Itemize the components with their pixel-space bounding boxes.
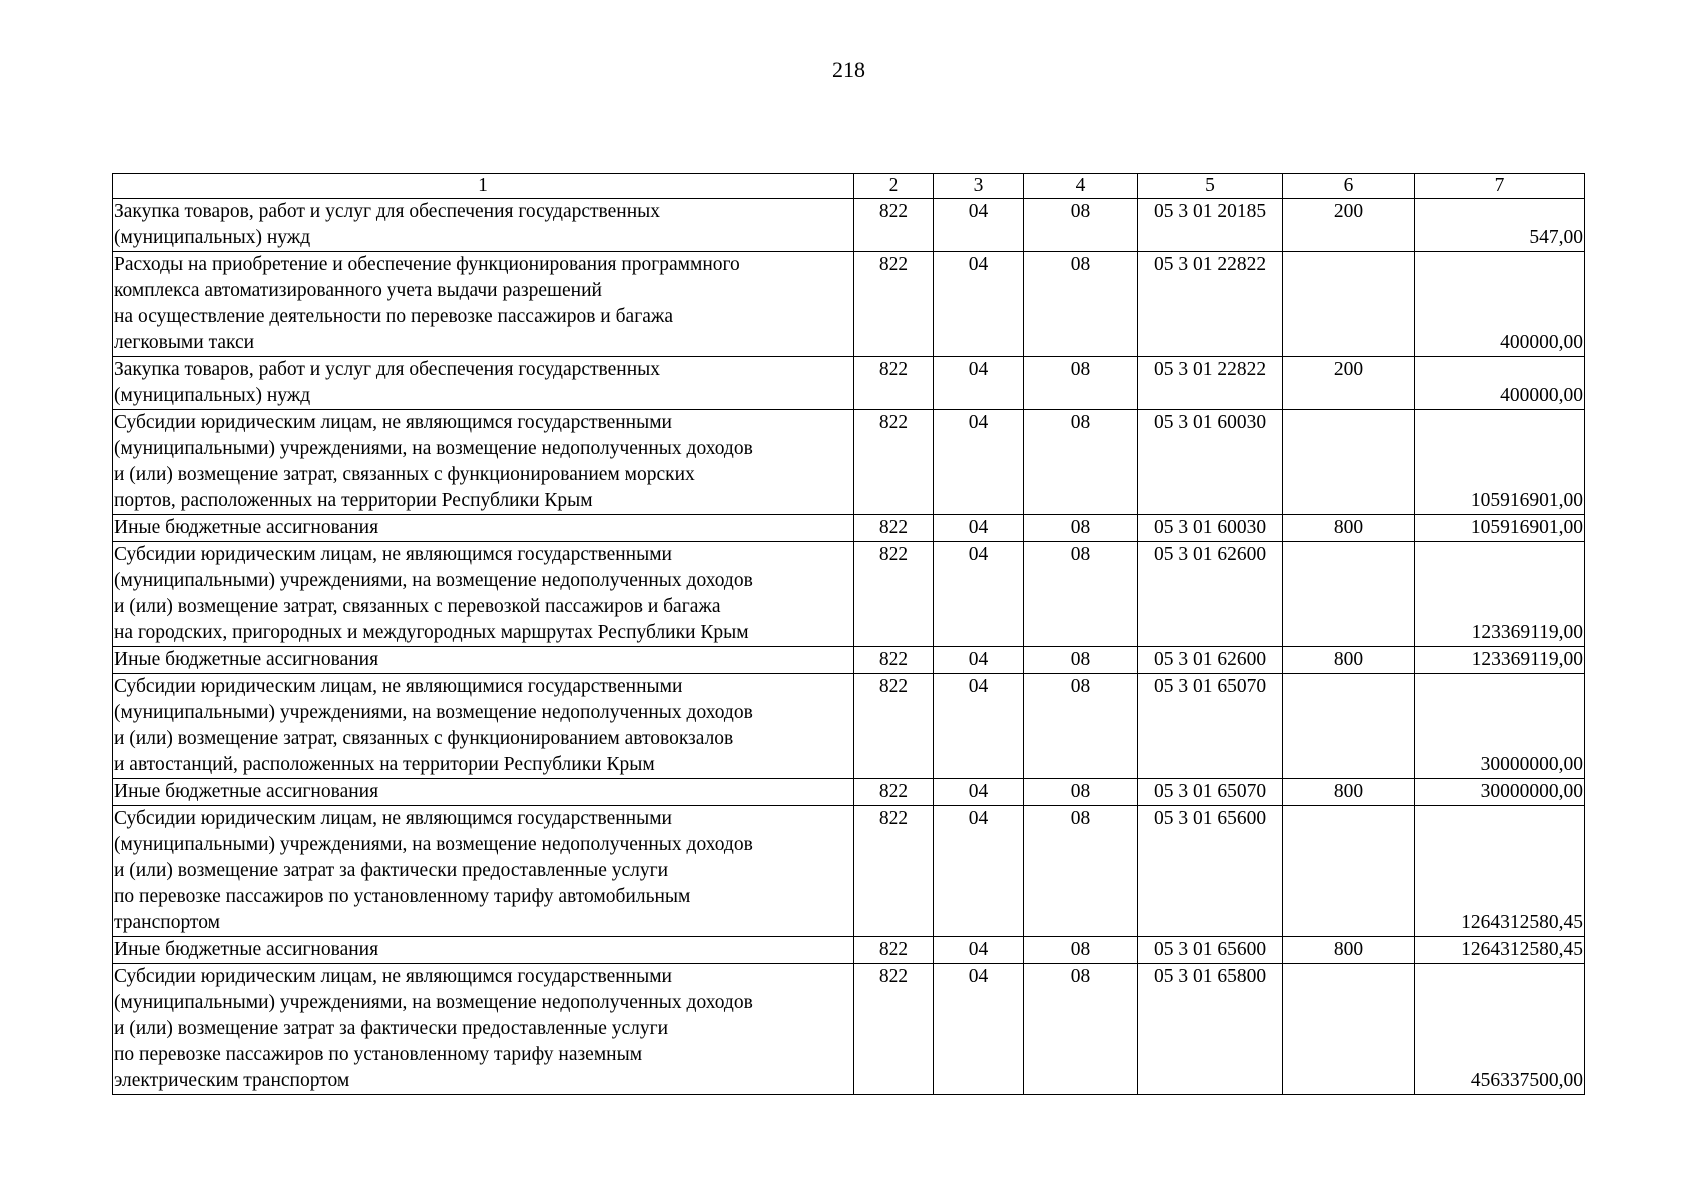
- code-cell: 04: [934, 199, 1024, 252]
- code-cell: 05 3 01 65600: [1138, 937, 1283, 964]
- amount-cell: 105916901,00: [1415, 515, 1585, 542]
- table-row: [113, 806, 1585, 937]
- expense-name-cell: Закупка товаров, работ и услуг для обеспечения государственных (муниципальных) нужд: [113, 199, 854, 252]
- code-cell: 05 3 01 60030: [1138, 410, 1283, 515]
- code-cell: 822: [854, 674, 934, 779]
- code-cell: 04: [934, 779, 1024, 806]
- code-cell: 04: [934, 357, 1024, 410]
- code-cell: 08: [1024, 674, 1138, 779]
- code-cell: 04: [934, 806, 1024, 937]
- column-header: 2: [854, 174, 934, 199]
- code-cell: 822: [854, 542, 934, 647]
- budget-table: [112, 173, 1585, 1095]
- code-cell: 08: [1024, 199, 1138, 252]
- code-cell: 05 3 01 22822: [1138, 357, 1283, 410]
- table-row: [113, 542, 1585, 647]
- amount-cell: 123369119,00: [1415, 542, 1585, 647]
- code-cell: 05 3 01 22822: [1138, 252, 1283, 357]
- code-cell: 04: [934, 515, 1024, 542]
- code-cell: 04: [934, 964, 1024, 1095]
- code-cell: 05 3 01 62600: [1138, 647, 1283, 674]
- code-cell: 05 3 01 65800: [1138, 964, 1283, 1095]
- code-cell: 05 3 01 65070: [1138, 674, 1283, 779]
- code-cell: 822: [854, 964, 934, 1095]
- code-cell: 200: [1283, 357, 1415, 410]
- code-cell: 05 3 01 65070: [1138, 779, 1283, 806]
- code-cell: 05 3 01 60030: [1138, 515, 1283, 542]
- code-cell: 822: [854, 357, 934, 410]
- column-header: 5: [1138, 174, 1283, 199]
- page-number: 218: [832, 57, 865, 82]
- code-cell: 822: [854, 252, 934, 357]
- code-cell: 04: [934, 647, 1024, 674]
- code-cell: 04: [934, 542, 1024, 647]
- code-cell: 08: [1024, 357, 1138, 410]
- code-cell: 08: [1024, 542, 1138, 647]
- code-cell: 08: [1024, 515, 1138, 542]
- table-row: [113, 357, 1585, 410]
- code-cell: 822: [854, 647, 934, 674]
- code-cell: 05 3 01 20185: [1138, 199, 1283, 252]
- column-header: 4: [1024, 174, 1138, 199]
- expense-name-cell: Субсидии юридическим лицам, не являющимся государственными (муниципальными) учреждениями, на возмещение недополученных доходов и (или) возмещение затрат, связанных с функционированием морских портов, расположенных на территории Республики Крым: [113, 410, 854, 515]
- table-header-row: [113, 174, 1585, 199]
- column-header: 1: [113, 174, 854, 199]
- expense-name-cell: Субсидии юридическим лицам, не являющимися государственными (муниципальными) учреждениями, на возмещение недополученных доходов и (или) возмещение затрат, связанных с функционированием автовокзалов и автостанций, расположенных на территории Республики Крым: [113, 674, 854, 779]
- code-cell: 08: [1024, 779, 1138, 806]
- code-cell: [1283, 806, 1415, 937]
- code-cell: 04: [934, 410, 1024, 515]
- code-cell: 800: [1283, 937, 1415, 964]
- column-header: 6: [1283, 174, 1415, 199]
- code-cell: 04: [934, 252, 1024, 357]
- amount-cell: 30000000,00: [1415, 674, 1585, 779]
- code-cell: 200: [1283, 199, 1415, 252]
- code-cell: [1283, 674, 1415, 779]
- code-cell: 822: [854, 937, 934, 964]
- code-cell: 08: [1024, 410, 1138, 515]
- code-cell: [1283, 252, 1415, 357]
- column-header: 3: [934, 174, 1024, 199]
- table-row: [113, 410, 1585, 515]
- code-cell: 08: [1024, 647, 1138, 674]
- table-row: [113, 937, 1585, 964]
- amount-cell: 456337500,00: [1415, 964, 1585, 1095]
- code-cell: [1283, 964, 1415, 1095]
- table-row: [113, 515, 1585, 542]
- code-cell: [1283, 410, 1415, 515]
- table-row: [113, 647, 1585, 674]
- code-cell: [1283, 542, 1415, 647]
- code-cell: 05 3 01 65600: [1138, 806, 1283, 937]
- table-row: [113, 964, 1585, 1095]
- code-cell: 800: [1283, 515, 1415, 542]
- code-cell: 05 3 01 62600: [1138, 542, 1283, 647]
- amount-cell: 1264312580,45: [1415, 937, 1585, 964]
- table-row: [113, 199, 1585, 252]
- amount-cell: 400000,00: [1415, 252, 1585, 357]
- amount-cell: 105916901,00: [1415, 410, 1585, 515]
- code-cell: 08: [1024, 937, 1138, 964]
- code-cell: 800: [1283, 647, 1415, 674]
- column-header: 7: [1415, 174, 1585, 199]
- amount-cell: 30000000,00: [1415, 779, 1585, 806]
- code-cell: 04: [934, 674, 1024, 779]
- code-cell: 822: [854, 199, 934, 252]
- expense-name-cell: Иные бюджетные ассигнования: [113, 515, 854, 542]
- code-cell: 822: [854, 515, 934, 542]
- amount-cell: 123369119,00: [1415, 647, 1585, 674]
- table-row: [113, 779, 1585, 806]
- expense-name-cell: Субсидии юридическим лицам, не являющимся государственными (муниципальными) учреждениями, на возмещение недополученных доходов и (или) возмещение затрат за фактически предоставленные услуги по перевозке пассажиров по установленному тарифу наземным электрическим транспортом: [113, 964, 854, 1095]
- expense-name-cell: Субсидии юридическим лицам, не являющимся государственными (муниципальными) учреждениями, на возмещение недополученных доходов и (или) возмещение затрат за фактически предоставленные услуги по перевозке пассажиров по установленному тарифу автомобильным транспортом: [113, 806, 854, 937]
- amount-cell: 400000,00: [1415, 357, 1585, 410]
- code-cell: 822: [854, 806, 934, 937]
- code-cell: 822: [854, 779, 934, 806]
- expense-name-cell: Закупка товаров, работ и услуг для обеспечения государственных (муниципальных) нужд: [113, 357, 854, 410]
- expense-name-cell: Иные бюджетные ассигнования: [113, 937, 854, 964]
- code-cell: 08: [1024, 964, 1138, 1095]
- table-row: [113, 252, 1585, 357]
- code-cell: 08: [1024, 252, 1138, 357]
- amount-cell: 1264312580,45: [1415, 806, 1585, 937]
- code-cell: 822: [854, 410, 934, 515]
- code-cell: 800: [1283, 779, 1415, 806]
- code-cell: 04: [934, 937, 1024, 964]
- table-row: [113, 674, 1585, 779]
- code-cell: 08: [1024, 806, 1138, 937]
- expense-name-cell: Расходы на приобретение и обеспечение функционирования программного комплекса автоматизированного учета выдачи разрешений на осуществление деятельности по перевозке пассажиров и багажа легковыми такси: [113, 252, 854, 357]
- expense-name-cell: Иные бюджетные ассигнования: [113, 647, 854, 674]
- expense-name-cell: Субсидии юридическим лицам, не являющимся государственными (муниципальными) учреждениями, на возмещение недополученных доходов и (или) возмещение затрат, связанных с перевозкой пассажиров и багажа на городских, пригородных и междугородных маршрутах Республики Крым: [113, 542, 854, 647]
- expense-name-cell: Иные бюджетные ассигнования: [113, 779, 854, 806]
- amount-cell: 547,00: [1415, 199, 1585, 252]
